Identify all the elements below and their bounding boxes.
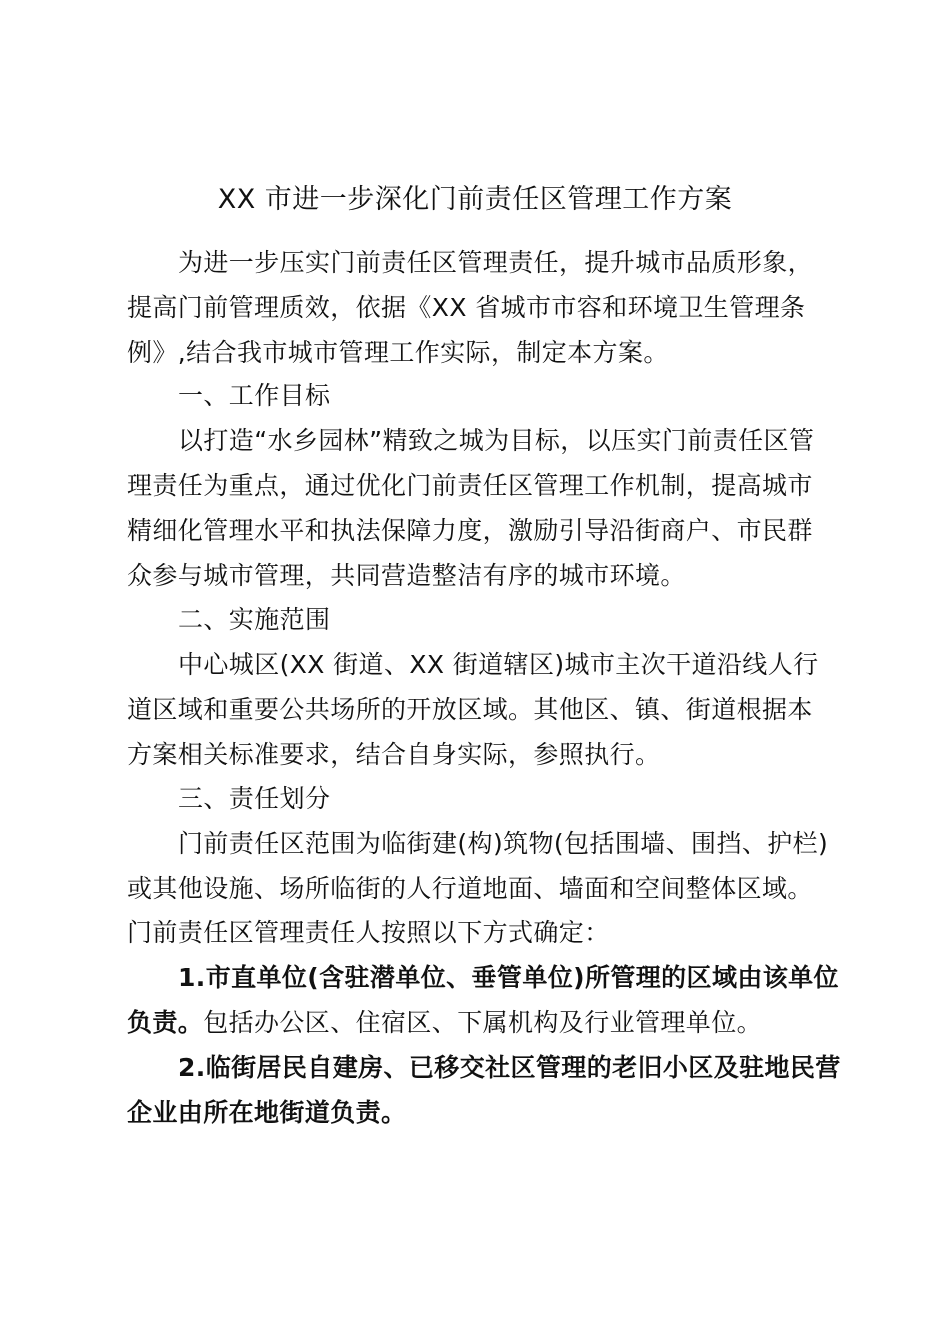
paragraph-goals-line-4: 众参与城市管理，共同营造整洁有序的城市环境。 [127,561,686,590]
section-heading-scope: 二、实施范围 [178,605,331,634]
item-2-line-1: 2.临街居民自建房、已移交社区管理的老旧小区及驻地民营 [178,1053,841,1082]
item-1-normal-tail: 包括办公区、住宿区、下属机构及行业管理单位。 [203,1008,763,1037]
section-heading-goals: 一、工作目标 [178,381,331,410]
paragraph-intro-line-3: 例》,结合我市城市管理工作实际，制定本方案。 [127,338,669,367]
paragraph-goals-line-1: 以打造“水乡园林”精致之城为目标，以压实门前责任区管 [178,426,815,455]
paragraph-goals-line-2: 理责任为重点，通过优化门前责任区管理工作机制，提高城市 [127,471,813,500]
document-title: XX 市进一步深化门前责任区管理工作方案 [217,184,733,215]
item-1-line-1: 1.市直单位(含驻潜单位、垂管单位)所管理的区域由该单位 [178,963,839,992]
paragraph-responsibility-line-2: 或其他设施、场所临街的人行道地面、墙面和空间整体区域。 [127,874,813,903]
item-1-bold-tail: 负责。 [127,1008,204,1037]
item-1-line-2 [127,1001,762,1045]
section-heading-responsibility: 三、责任划分 [178,784,331,813]
paragraph-scope-line-3: 方案相关标准要求，结合自身实际，参照执行。 [127,740,661,769]
paragraph-goals-line-3: 精细化管理水平和执法保障力度，激励引导沿街商户、市民群 [127,516,813,545]
paragraph-responsibility-line-1: 门前责任区范围为临街建(构)筑物(包括围墙、围挡、护栏) [178,829,829,858]
item-2-line-2: 企业由所在地街道负责。 [127,1098,407,1127]
paragraph-scope-line-1: 中心城区(XX 街道、XX 街道辖区)城市主次干道沿线人行 [178,650,819,679]
paragraph-intro-line-1: 为进一步压实门前责任区管理责任，提升城市品质形象， [178,248,814,277]
paragraph-intro-line-2: 提高门前管理质效，依据《XX 省城市市容和环境卫生管理条 [127,293,806,322]
paragraph-scope-line-2: 道区域和重要公共场所的开放区域。其他区、镇、街道根据本 [127,695,813,724]
paragraph-responsibility-line-3: 门前责任区管理责任人按照以下方式确定： [127,918,610,947]
